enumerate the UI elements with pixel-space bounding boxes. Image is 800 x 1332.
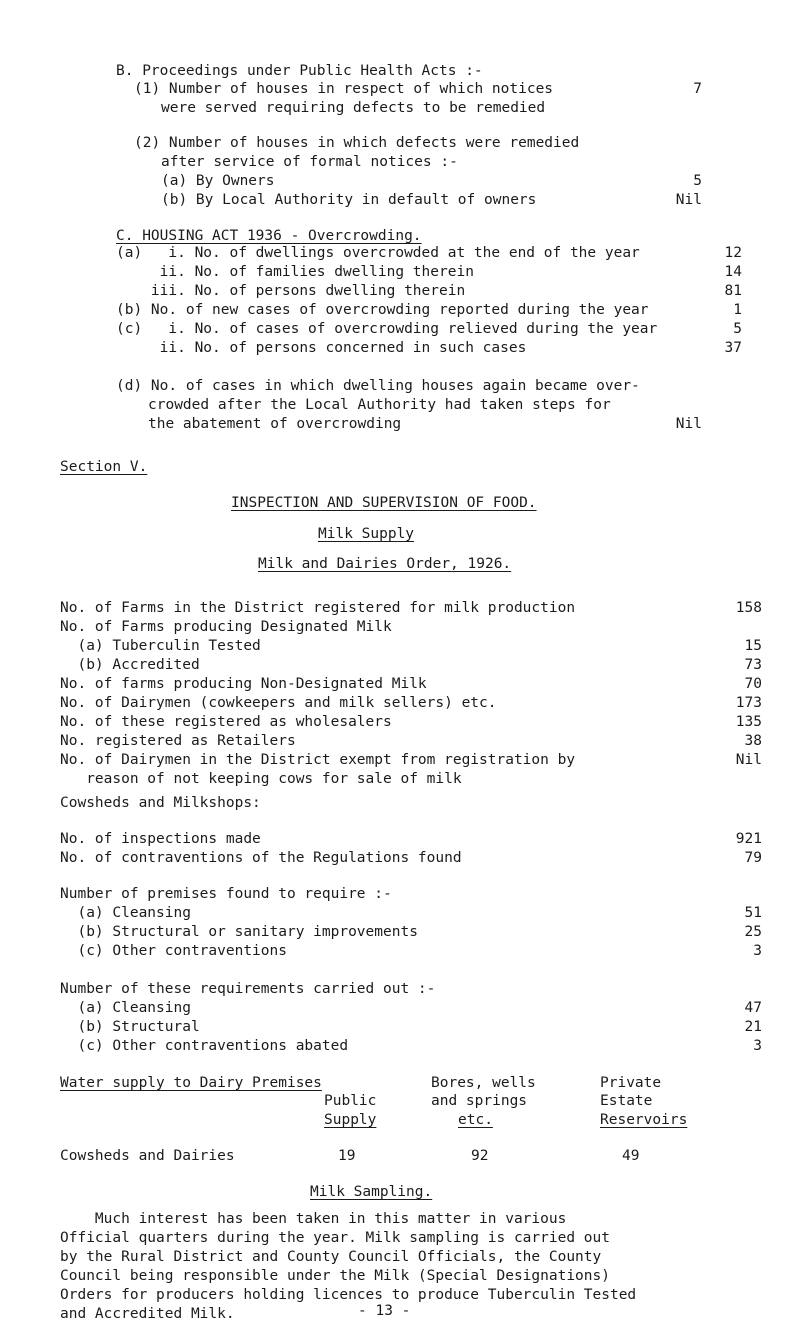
carried-row-value: 47	[744, 1000, 762, 1016]
section-c-row-d-line3: the abatement of overcrowding	[148, 416, 402, 432]
overcrowding-row-value: 5	[733, 321, 742, 337]
milk-row-label: No. of Dairymen in the District exempt from registration by	[60, 752, 576, 768]
milk-row-label: No. of Dairymen (cowkeepers and milk sellers) etc.	[60, 695, 497, 711]
sampling-line: and Accredited Milk.	[60, 1306, 235, 1322]
section-c-row-d-line1: (d) No. of cases in which dwelling houses again became over-	[116, 378, 640, 394]
water-col2-line2: and springs	[431, 1093, 528, 1109]
premises-row-value: 3	[753, 943, 762, 959]
sampling-line: Orders for producers holding licences to produce Tuberculin Tested	[60, 1287, 637, 1303]
section-b-item2a-value: 5	[693, 173, 702, 189]
overcrowding-row-value: 1	[733, 302, 742, 318]
carried-row-label: (c) Other contraventions abated	[60, 1038, 349, 1054]
milk-row-label: (b) Accredited	[60, 657, 200, 673]
milk-row-value: 70	[744, 676, 762, 692]
water-col3-line2: Estate	[600, 1093, 653, 1109]
section-c-heading-text: C. HOUSING ACT 1936 - Overcrowding.	[116, 228, 422, 244]
milk-row-label: reason of not keeping cows for sale of milk	[60, 771, 462, 787]
premises-row-label: (c) Other contraventions	[60, 943, 287, 959]
sampling-line: Official quarters during the year. Milk sampling is carried out	[60, 1230, 610, 1246]
overcrowding-row-value: 12	[724, 245, 742, 261]
premises-heading: Number of premises found to require :-	[60, 886, 392, 902]
section-c-row-d-value: Nil	[675, 416, 702, 432]
carried-row-value: 21	[744, 1019, 762, 1035]
overcrowding-row-label: ii. No. of families dwelling therein	[116, 264, 474, 280]
overcrowding-row-value: 37	[724, 340, 742, 356]
milk-row-value: 73	[744, 657, 762, 673]
milk-row-label: No. of Farms producing Designated Milk	[60, 619, 392, 635]
section-c-row-d-line2: crowded after the Local Authority had taken steps for	[148, 397, 611, 413]
section-v-heading: Section V.	[60, 459, 148, 475]
sampling-line: Much interest has been taken in this matter in various	[60, 1211, 567, 1227]
carried-row-value: 3	[753, 1038, 762, 1054]
page-number: - 13 -	[358, 1303, 411, 1319]
milk-row-value: Nil	[735, 752, 762, 768]
water-row-v1: 19	[338, 1148, 356, 1164]
milk-row-label: No. of Farms in the District registered for milk production	[60, 600, 576, 616]
water-col3-line1: Private	[600, 1075, 662, 1091]
water-row-label: Cowsheds and Dairies	[60, 1148, 235, 1164]
overcrowding-row-label: ii. No. of persons concerned in such cases	[116, 340, 527, 356]
sampling-line: by the Rural District and County Council Officials, the County	[60, 1249, 602, 1265]
water-col2-line3: etc.	[458, 1112, 493, 1128]
water-row-v3: 49	[622, 1148, 640, 1164]
water-col1-line2: Supply	[324, 1112, 377, 1128]
section-b-item2b-label: (b) By Local Authority in default of owners	[161, 192, 537, 208]
water-heading: Water supply to Dairy Premises	[60, 1075, 322, 1091]
overcrowding-row-value: 81	[724, 283, 742, 299]
section-b-item2-line1: (2) Number of houses in which defects were remedied	[134, 135, 580, 151]
overcrowding-row-label: iii. No. of persons dwelling therein	[116, 283, 466, 299]
milk-row-label: No. of farms producing Non-Designated Milk	[60, 676, 427, 692]
section-b-item1-value: 7	[693, 81, 702, 97]
milk-row-label: No. registered as Retailers	[60, 733, 296, 749]
milk-row-label: No. of these registered as wholesalers	[60, 714, 392, 730]
carried-row-label: (a) Cleansing	[60, 1000, 191, 1016]
overcrowding-row-value: 14	[724, 264, 742, 280]
section-b-item1-line1: (1) Number of houses in respect of which notices	[134, 81, 554, 97]
sampling-line: Council being responsible under the Milk (Special Designations)	[60, 1268, 610, 1284]
water-row-v2: 92	[471, 1148, 489, 1164]
water-col1-line1: Public	[324, 1093, 377, 1109]
overcrowding-row-label: (c) i. No. of cases of overcrowding relieved during the year	[116, 321, 658, 337]
section-b-item2b-value: Nil	[675, 192, 702, 208]
milk-row-value: 15	[744, 638, 762, 654]
premises-row-value: 51	[744, 905, 762, 921]
milk-row-value: 173	[735, 695, 762, 711]
section-v-subtitle: Milk Supply	[318, 526, 415, 542]
overcrowding-row-label: (a) i. No. of dwellings overcrowded at the end of the year	[116, 245, 640, 261]
contraventions-label: No. of contraventions of the Regulations found	[60, 850, 462, 866]
premises-row-value: 25	[744, 924, 762, 940]
carried-row-label: (b) Structural	[60, 1019, 200, 1035]
water-col3-line3: Reservoirs	[600, 1112, 688, 1128]
milk-row-value: 135	[735, 714, 762, 730]
section-b-item2a-label: (a) By Owners	[161, 173, 275, 189]
water-col2-line1: Bores, wells	[431, 1075, 536, 1091]
carried-heading: Number of these requirements carried out :-	[60, 981, 436, 997]
premises-row-label: (b) Structural or sanitary improvements	[60, 924, 418, 940]
sampling-heading: Milk Sampling.	[310, 1184, 433, 1200]
section-b-item2-line2: after service of formal notices :-	[161, 154, 458, 170]
contraventions-value: 79	[744, 850, 762, 866]
section-b-item1-line2: were served requiring defects to be remedied	[161, 100, 546, 116]
section-v-title: INSPECTION AND SUPERVISION OF FOOD.	[231, 495, 537, 511]
inspections-label: No. of inspections made	[60, 831, 261, 847]
premises-row-label: (a) Cleansing	[60, 905, 191, 921]
section-b-heading: B. Proceedings under Public Health Acts :-	[116, 63, 483, 79]
overcrowding-row-label: (b) No. of new cases of overcrowding reported during the year	[116, 302, 649, 318]
milk-row-value: 38	[744, 733, 762, 749]
milk-row-value: 158	[735, 600, 762, 616]
cowsheds-heading: Cowsheds and Milkshops:	[60, 795, 261, 811]
section-v-order: Milk and Dairies Order, 1926.	[258, 556, 512, 572]
milk-row-label: (a) Tuberculin Tested	[60, 638, 261, 654]
inspections-value: 921	[735, 831, 762, 847]
